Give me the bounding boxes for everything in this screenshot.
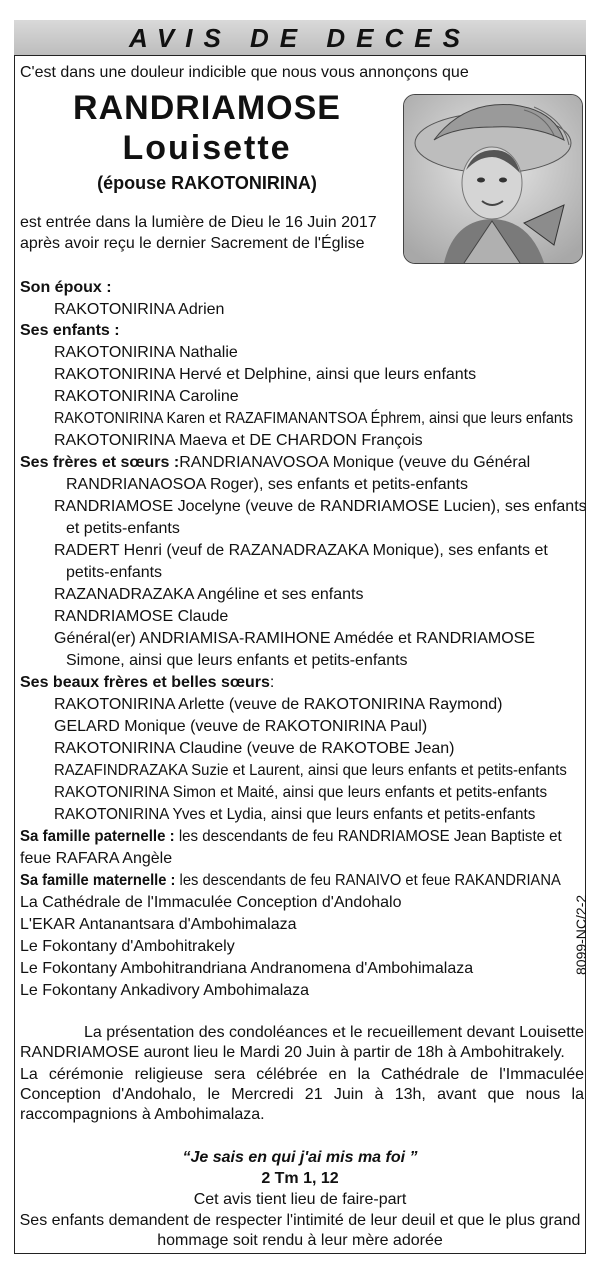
child-item: RAKOTONIRINA Caroline xyxy=(54,388,239,405)
deceased-surname: RANDRIAMOSE xyxy=(73,89,341,127)
sibling-item: RANDRIAMOSE Claude xyxy=(54,608,229,625)
spouse-heading: Son époux : xyxy=(20,279,112,296)
inlaw-item: RAKOTONIRINA Arlette (veuve de RAKOTONIRINA Raymond) xyxy=(54,696,503,713)
other-item: La Cathédrale de l'Immaculée Conception d'Andohalo xyxy=(20,894,402,911)
sibling-item: RANDRIANAOSOA Roger), ses enfants et petits-enfants xyxy=(66,476,468,493)
death-line-2: après avoir reçu le dernier Sacrement de l'Église xyxy=(20,235,365,252)
sibling-item: et petits-enfants xyxy=(66,520,180,537)
child-item: RAKOTONIRINA Nathalie xyxy=(54,344,238,361)
inlaw-item: GELARD Monique (veuve de RAKOTONIRINA Paul) xyxy=(54,718,428,735)
other-item: L'EKAR Antanantsara d'Ambohimalaza xyxy=(20,916,297,933)
intro-text: C'est dans une douleur indicible que nous vous annonçons que xyxy=(20,64,469,81)
inlaws-heading: Ses beaux frères et belles sœurs xyxy=(20,674,270,691)
inlaws-row xyxy=(20,673,274,693)
maternal-heading: Sa famille maternelle : xyxy=(20,872,176,889)
maternal-text: les descendants de feu RANAIVO et feue RAKANDRIANA xyxy=(179,872,561,889)
deceased-married-name: (épouse RAKOTONIRINA) xyxy=(97,173,317,193)
siblings-heading: Ses frères et sœurs : xyxy=(20,454,180,471)
other-item: Le Fokontany Ankadivory Ambohimalaza xyxy=(20,982,310,999)
siblings-row xyxy=(20,453,530,473)
paternal-heading: Sa famille paternelle : xyxy=(20,828,175,845)
inlaw-item: RAKOTONIRINA Yves et Lydia, ainsi que leurs enfants et petits-enfants xyxy=(54,806,536,823)
family-request: Ses enfants demandent de respecter l'intimité de leur deuil et que le plus grand hommage soit rendu à leur mère adorée xyxy=(19,1212,581,1249)
paternal-row xyxy=(20,827,562,847)
sibling-item: RANDRIAMOSE Jocelyne (veuve de RANDRIAMOSE Lucien), ses enfants xyxy=(54,498,587,515)
condolences-paragraph: La présentation des condoléances et le recueillement devant Louisette RANDRIAMOSE auront lieu le Mardi 20 Juin à partir de 18h à Ambohitrakely. xyxy=(20,1024,584,1061)
child-item: RAKOTONIRINA Karen et RAZAFIMANANTSOA Éphrem, ainsi que leurs enfants xyxy=(54,410,574,427)
sibling-item: RANDRIANAVOSOA Monique (veuve du Général xyxy=(179,454,531,471)
inlaw-item: RAZAFINDRAZAKA Suzie et Laurent, ainsi que leurs enfants et petits-enfants xyxy=(54,762,567,779)
portrait-drawing xyxy=(404,95,582,263)
paternal-text: les descendants de feu RANDRIAMOSE Jean Baptiste et xyxy=(178,828,562,845)
paternal-text-2: feue RAFARA Angèle xyxy=(20,850,173,867)
notice-title: AVIS DE DECES xyxy=(129,23,471,53)
faire-part-notice: Cet avis tient lieu de faire-part xyxy=(193,1191,407,1208)
sibling-item: Général(er) ANDRIAMISA-RAMIHONE Amédée et RANDRIAMOSE xyxy=(54,630,536,647)
deceased-firstname: Louisette xyxy=(122,129,292,167)
sibling-item: RAZANADRAZAKA Angéline et ses enfants xyxy=(54,586,364,603)
inlaw-item: RAKOTONIRINA Simon et Maité, ainsi que leurs enfants et petits-enfants xyxy=(54,784,548,801)
maternal-row xyxy=(20,871,561,891)
sibling-item: Simone, ainsi que leurs enfants et petits-enfants xyxy=(66,652,408,669)
mass-paragraph: La cérémonie religieuse sera célébrée en la Cathédrale de l'Immaculée Conception d'Andohalo, le Mercredi 21 Juin à 13h, avant que nous la raccompagnions à Ambohimalaza. xyxy=(20,1066,584,1123)
scripture-quote: “Je sais en qui j'ai mis ma foi ” xyxy=(182,1149,418,1166)
notice-header xyxy=(14,20,586,56)
children-heading: Ses enfants : xyxy=(20,322,120,339)
sibling-item: RADERT Henri (veuf de RAZANADRAZAKA Monique), ses enfants et xyxy=(54,542,548,559)
child-item: RAKOTONIRINA Maeva et DE CHARDON François xyxy=(54,432,423,449)
scripture-verse: 2 Tm 1, 12 xyxy=(261,1170,339,1187)
inlaw-item: RAKOTONIRINA Claudine (veuve de RAKOTOBE Jean) xyxy=(54,740,455,757)
sibling-item: petits-enfants xyxy=(66,564,163,581)
other-item: Le Fokontany d'Ambohitrakely xyxy=(20,938,235,955)
death-line-1: est entrée dans la lumière de Dieu le 16 Juin 2017 xyxy=(20,214,377,231)
other-item: Le Fokontany Ambohitrandriana Andranomena d'Ambohimalaza xyxy=(20,960,474,977)
inlaws-colon: : xyxy=(269,674,275,691)
child-item: RAKOTONIRINA Hervé et Delphine, ainsi que leurs enfants xyxy=(54,366,477,383)
portrait-photo-icon xyxy=(403,94,583,264)
reference-code: 8099-NC/2-2 xyxy=(573,894,589,975)
spouse-name: RAKOTONIRINA Adrien xyxy=(54,301,225,318)
